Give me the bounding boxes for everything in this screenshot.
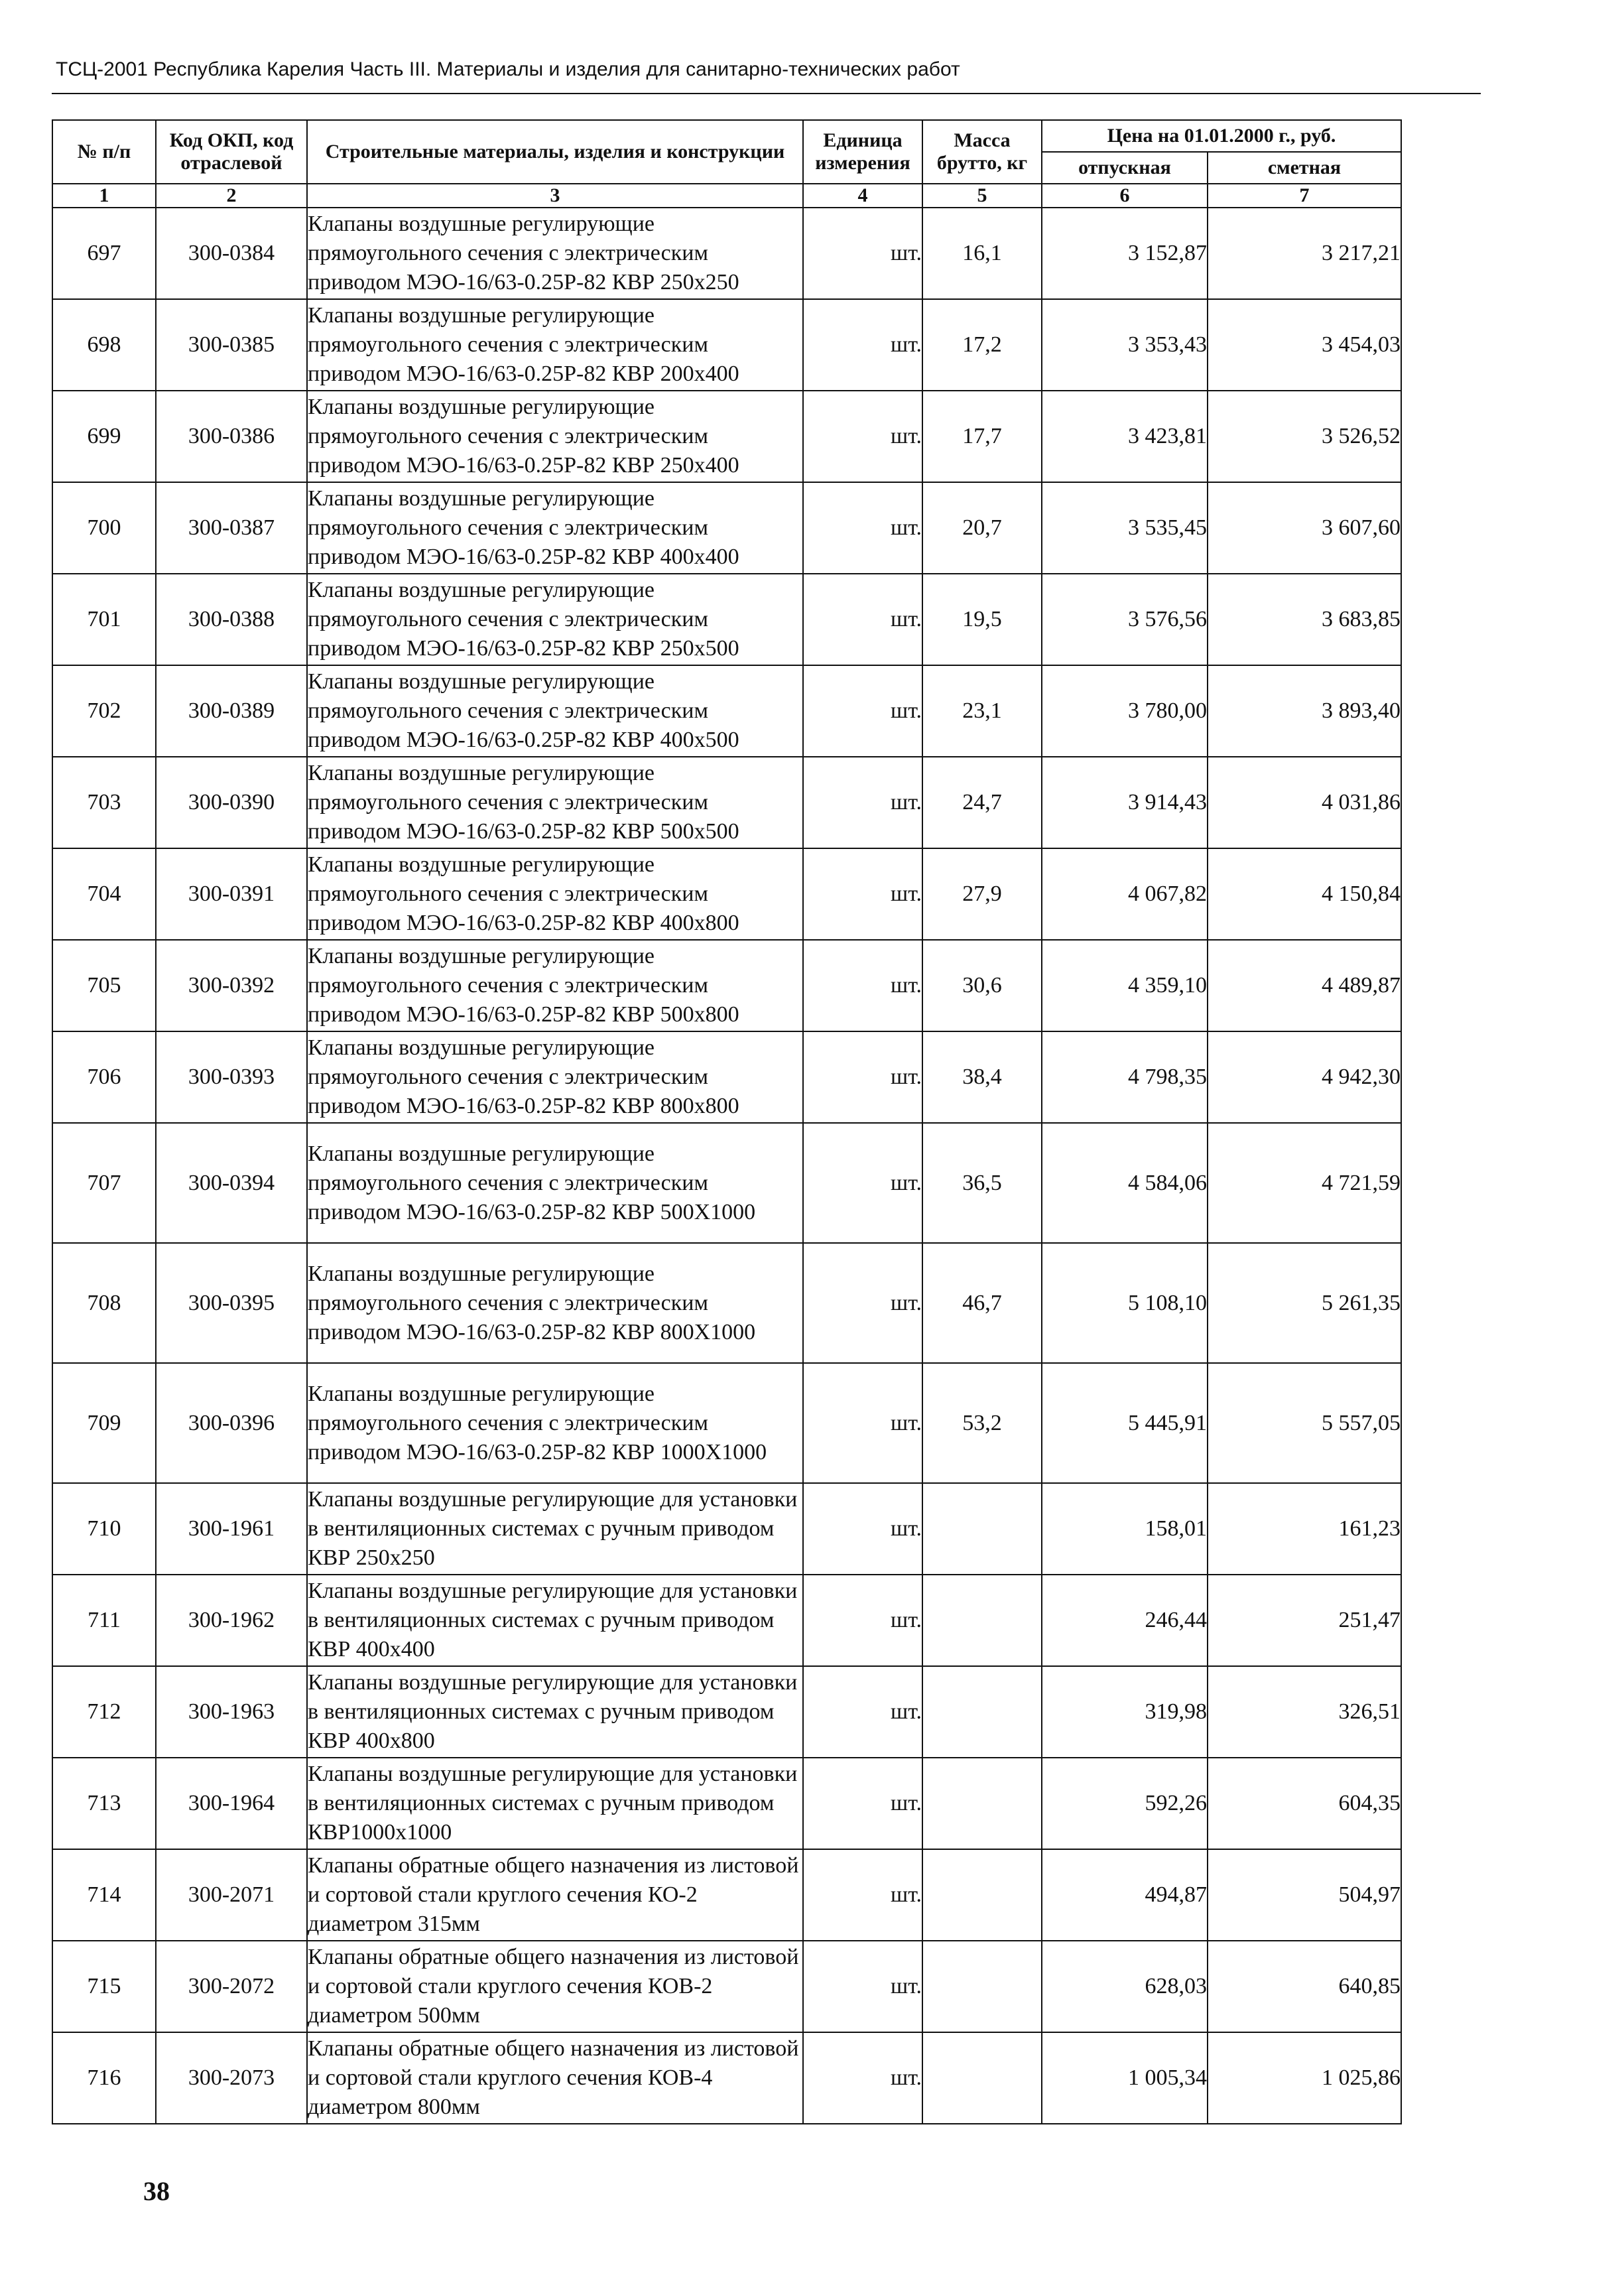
row-unit: шт. — [803, 1941, 922, 2032]
row-mass: 53,2 — [922, 1363, 1042, 1483]
row-price-estimate: 1 025,86 — [1208, 2032, 1401, 2124]
col-header-price-release: отпускная — [1042, 152, 1208, 184]
row-unit: шт. — [803, 482, 922, 574]
row-number: 697 — [52, 208, 156, 299]
row-mass — [922, 1941, 1042, 2032]
row-price-release: 246,44 — [1042, 1575, 1208, 1666]
column-number: 7 — [1208, 184, 1401, 208]
row-number: 703 — [52, 757, 156, 848]
row-description: Клапаны воздушные регулирующие прямоугольного сечения с электрическим приводом МЭО-16/63-0.25Р-82 КВР 200х400 — [307, 299, 803, 391]
row-code: 300-2073 — [156, 2032, 307, 2124]
row-price-release: 3 152,87 — [1042, 208, 1208, 299]
row-mass: 17,2 — [922, 299, 1042, 391]
row-price-release: 4 798,35 — [1042, 1031, 1208, 1123]
col-header-code: Код ОКП, код отраслевой — [156, 120, 307, 184]
row-unit: шт. — [803, 1483, 922, 1575]
row-price-estimate: 640,85 — [1208, 1941, 1401, 2032]
col-header-material: Строительные материалы, изделия и конструкции — [307, 120, 803, 184]
row-unit: шт. — [803, 1123, 922, 1243]
row-mass — [922, 1575, 1042, 1666]
row-unit: шт. — [803, 1031, 922, 1123]
row-price-release: 4 067,82 — [1042, 848, 1208, 940]
col-header-number: № п/п — [52, 120, 156, 184]
row-description: Клапаны обратные общего назначения из листовой и сортовой стали круглого сечения КОВ-4 диаметром 800мм — [307, 2032, 803, 2124]
row-price-estimate: 5 261,35 — [1208, 1243, 1401, 1363]
row-description: Клапаны обратные общего назначения из листовой и сортовой стали круглого сечения КОВ-2 диаметром 500мм — [307, 1941, 803, 2032]
table-row — [52, 757, 1401, 848]
row-price-release: 3 914,43 — [1042, 757, 1208, 848]
row-description: Клапаны воздушные регулирующие прямоугольного сечения с электрическим приводом МЭО-16/63-0.25Р-82 КВР 250х400 — [307, 391, 803, 482]
row-unit: шт. — [803, 1575, 922, 1666]
row-code: 300-0392 — [156, 940, 307, 1031]
row-unit: шт. — [803, 391, 922, 482]
row-description: Клапаны воздушные регулирующие прямоугольного сечения с электрическим приводом МЭО-16/63-0.25Р-82 КВР 500Х1000 — [307, 1123, 803, 1243]
row-number: 698 — [52, 299, 156, 391]
row-unit: шт. — [803, 574, 922, 665]
table-row — [52, 299, 1401, 391]
row-price-release: 3 535,45 — [1042, 482, 1208, 574]
row-price-estimate: 4 031,86 — [1208, 757, 1401, 848]
row-unit: шт. — [803, 1849, 922, 1941]
row-unit: шт. — [803, 2032, 922, 2124]
header-divider — [52, 93, 1481, 94]
row-code: 300-0385 — [156, 299, 307, 391]
row-mass — [922, 1758, 1042, 1849]
column-number: 2 — [156, 184, 307, 208]
row-code: 300-1962 — [156, 1575, 307, 1666]
row-number: 714 — [52, 1849, 156, 1941]
row-mass — [922, 1666, 1042, 1758]
row-number: 716 — [52, 2032, 156, 2124]
row-price-estimate: 3 526,52 — [1208, 391, 1401, 482]
row-number: 705 — [52, 940, 156, 1031]
row-code: 300-0389 — [156, 665, 307, 757]
col-header-mass: Масса брутто, кг — [922, 120, 1042, 184]
row-code: 300-0394 — [156, 1123, 307, 1243]
row-price-estimate: 5 557,05 — [1208, 1363, 1401, 1483]
row-price-release: 158,01 — [1042, 1483, 1208, 1575]
table-row — [52, 1483, 1401, 1575]
row-description: Клапаны воздушные регулирующие прямоугольного сечения с электрическим приводом МЭО-16/63-0.25Р-82 КВР 250х250 — [307, 208, 803, 299]
row-number: 706 — [52, 1031, 156, 1123]
row-description: Клапаны воздушные регулирующие прямоугольного сечения с электрическим приводом МЭО-16/63-0.25Р-82 КВР 250х500 — [307, 574, 803, 665]
row-mass: 17,7 — [922, 391, 1042, 482]
row-number: 715 — [52, 1941, 156, 2032]
row-number: 710 — [52, 1483, 156, 1575]
row-code: 300-0386 — [156, 391, 307, 482]
row-code: 300-1961 — [156, 1483, 307, 1575]
row-price-release: 4 584,06 — [1042, 1123, 1208, 1243]
row-description: Клапаны воздушные регулирующие для установки в вентиляционных системах с ручным приводом КВР 250х250 — [307, 1483, 803, 1575]
row-code: 300-0390 — [156, 757, 307, 848]
row-price-release: 319,98 — [1042, 1666, 1208, 1758]
column-number: 3 — [307, 184, 803, 208]
row-number: 711 — [52, 1575, 156, 1666]
table-row — [52, 2032, 1401, 2124]
row-price-estimate: 326,51 — [1208, 1666, 1401, 1758]
row-code: 300-0384 — [156, 208, 307, 299]
row-price-release: 5 445,91 — [1042, 1363, 1208, 1483]
row-price-release: 3 353,43 — [1042, 299, 1208, 391]
col-header-price-group: Цена на 01.01.2000 г., руб. — [1042, 120, 1401, 152]
row-price-estimate: 3 454,03 — [1208, 299, 1401, 391]
row-price-release: 494,87 — [1042, 1849, 1208, 1941]
column-number: 1 — [52, 184, 156, 208]
row-code: 300-1963 — [156, 1666, 307, 1758]
table-row — [52, 1666, 1401, 1758]
row-number: 704 — [52, 848, 156, 940]
row-description: Клапаны воздушные регулирующие прямоугольного сечения с электрическим приводом МЭО-16/63-0.25Р-82 КВР 800Х1000 — [307, 1243, 803, 1363]
row-mass — [922, 2032, 1042, 2124]
row-price-estimate: 4 150,84 — [1208, 848, 1401, 940]
row-price-estimate: 4 942,30 — [1208, 1031, 1401, 1123]
table-row — [52, 1363, 1401, 1483]
table-row — [52, 940, 1401, 1031]
row-mass: 24,7 — [922, 757, 1042, 848]
row-price-estimate: 3 607,60 — [1208, 482, 1401, 574]
row-code: 300-0388 — [156, 574, 307, 665]
row-unit: шт. — [803, 1363, 922, 1483]
table-row — [52, 208, 1401, 299]
column-number-row — [52, 184, 1401, 208]
row-number: 708 — [52, 1243, 156, 1363]
table-row — [52, 1849, 1401, 1941]
row-description: Клапаны воздушные регулирующие для установки в вентиляционных системах с ручным приводом КВР 400х400 — [307, 1575, 803, 1666]
row-description: Клапаны воздушные регулирующие прямоугольного сечения с электрическим приводом МЭО-16/63-0.25Р-82 КВР 800х800 — [307, 1031, 803, 1123]
table-row — [52, 1123, 1401, 1243]
row-price-estimate: 161,23 — [1208, 1483, 1401, 1575]
row-description: Клапаны воздушные регулирующие прямоугольного сечения с электрическим приводом МЭО-16/63-0.25Р-82 КВР 500х500 — [307, 757, 803, 848]
row-price-release: 1 005,34 — [1042, 2032, 1208, 2124]
row-price-release: 628,03 — [1042, 1941, 1208, 2032]
row-mass: 23,1 — [922, 665, 1042, 757]
table-row — [52, 1758, 1401, 1849]
row-mass: 36,5 — [922, 1123, 1042, 1243]
row-number: 699 — [52, 391, 156, 482]
row-unit: шт. — [803, 848, 922, 940]
row-number: 709 — [52, 1363, 156, 1483]
column-number: 5 — [922, 184, 1042, 208]
row-mass — [922, 1483, 1042, 1575]
row-unit: шт. — [803, 940, 922, 1031]
row-number: 702 — [52, 665, 156, 757]
row-description: Клапаны воздушные регулирующие прямоугольного сечения с электрическим приводом МЭО-16/63-0.25Р-82 КВР 1000Х1000 — [307, 1363, 803, 1483]
row-price-estimate: 504,97 — [1208, 1849, 1401, 1941]
row-price-release: 5 108,10 — [1042, 1243, 1208, 1363]
table-body — [52, 208, 1401, 2124]
row-mass: 46,7 — [922, 1243, 1042, 1363]
row-price-estimate: 4 489,87 — [1208, 940, 1401, 1031]
row-unit: шт. — [803, 665, 922, 757]
row-code: 300-0396 — [156, 1363, 307, 1483]
row-code: 300-0387 — [156, 482, 307, 574]
row-code: 300-1964 — [156, 1758, 307, 1849]
row-price-release: 592,26 — [1042, 1758, 1208, 1849]
row-mass: 19,5 — [922, 574, 1042, 665]
table-row — [52, 482, 1401, 574]
row-code: 300-2071 — [156, 1849, 307, 1941]
row-unit: шт. — [803, 1666, 922, 1758]
row-number: 713 — [52, 1758, 156, 1849]
row-unit: шт. — [803, 1758, 922, 1849]
table-row — [52, 1031, 1401, 1123]
row-price-release: 3 576,56 — [1042, 574, 1208, 665]
row-description: Клапаны воздушные регулирующие прямоугольного сечения с электрическим приводом МЭО-16/63-0.25Р-82 КВР 400х500 — [307, 665, 803, 757]
row-unit: шт. — [803, 757, 922, 848]
page-header-title: ТСЦ-2001 Республика Карелия Часть III. Материалы и изделия для санитарно-технических работ — [56, 58, 960, 80]
row-description: Клапаны воздушные регулирующие прямоугольного сечения с электрическим приводом МЭО-16/63-0.25Р-82 КВР 400х800 — [307, 848, 803, 940]
table-row — [52, 391, 1401, 482]
row-description: Клапаны обратные общего назначения из листовой и сортовой стали круглого сечения КО-2 диаметром 315мм — [307, 1849, 803, 1941]
row-price-estimate: 3 217,21 — [1208, 208, 1401, 299]
col-header-unit: Единица измерения — [803, 120, 922, 184]
row-code: 300-0393 — [156, 1031, 307, 1123]
row-description: Клапаны воздушные регулирующие для установки в вентиляционных системах с ручным приводом КВР1000х1000 — [307, 1758, 803, 1849]
row-price-release: 3 780,00 — [1042, 665, 1208, 757]
row-number: 700 — [52, 482, 156, 574]
table-row — [52, 1941, 1401, 2032]
col-header-price-estimate: сметная — [1208, 152, 1401, 184]
row-number: 712 — [52, 1666, 156, 1758]
row-price-release: 4 359,10 — [1042, 940, 1208, 1031]
row-number: 701 — [52, 574, 156, 665]
table-row — [52, 848, 1401, 940]
row-number: 707 — [52, 1123, 156, 1243]
row-unit: шт. — [803, 1243, 922, 1363]
row-mass: 27,9 — [922, 848, 1042, 940]
column-number: 4 — [803, 184, 922, 208]
row-price-estimate: 604,35 — [1208, 1758, 1401, 1849]
row-mass: 38,4 — [922, 1031, 1042, 1123]
row-mass: 30,6 — [922, 940, 1042, 1031]
row-price-estimate: 3 683,85 — [1208, 574, 1401, 665]
row-unit: шт. — [803, 208, 922, 299]
row-code: 300-2072 — [156, 1941, 307, 2032]
row-mass — [922, 1849, 1042, 1941]
page-number: 38 — [143, 2176, 170, 2206]
row-price-estimate: 4 721,59 — [1208, 1123, 1401, 1243]
row-unit: шт. — [803, 299, 922, 391]
row-mass: 16,1 — [922, 208, 1042, 299]
row-price-estimate: 251,47 — [1208, 1575, 1401, 1666]
table-row — [52, 1575, 1401, 1666]
row-code: 300-0391 — [156, 848, 307, 940]
row-price-release: 3 423,81 — [1042, 391, 1208, 482]
table-row — [52, 1243, 1401, 1363]
row-price-estimate: 3 893,40 — [1208, 665, 1401, 757]
table-row — [52, 665, 1401, 757]
row-description: Клапаны воздушные регулирующие прямоугольного сечения с электрическим приводом МЭО-16/63-0.25Р-82 КВР 500х800 — [307, 940, 803, 1031]
table-row — [52, 574, 1401, 665]
row-mass: 20,7 — [922, 482, 1042, 574]
price-table — [52, 119, 1402, 2124]
row-description: Клапаны воздушные регулирующие для установки в вентиляционных системах с ручным приводом КВР 400х800 — [307, 1666, 803, 1758]
row-code: 300-0395 — [156, 1243, 307, 1363]
column-number: 6 — [1042, 184, 1208, 208]
row-description: Клапаны воздушные регулирующие прямоугольного сечения с электрическим приводом МЭО-16/63-0.25Р-82 КВР 400х400 — [307, 482, 803, 574]
